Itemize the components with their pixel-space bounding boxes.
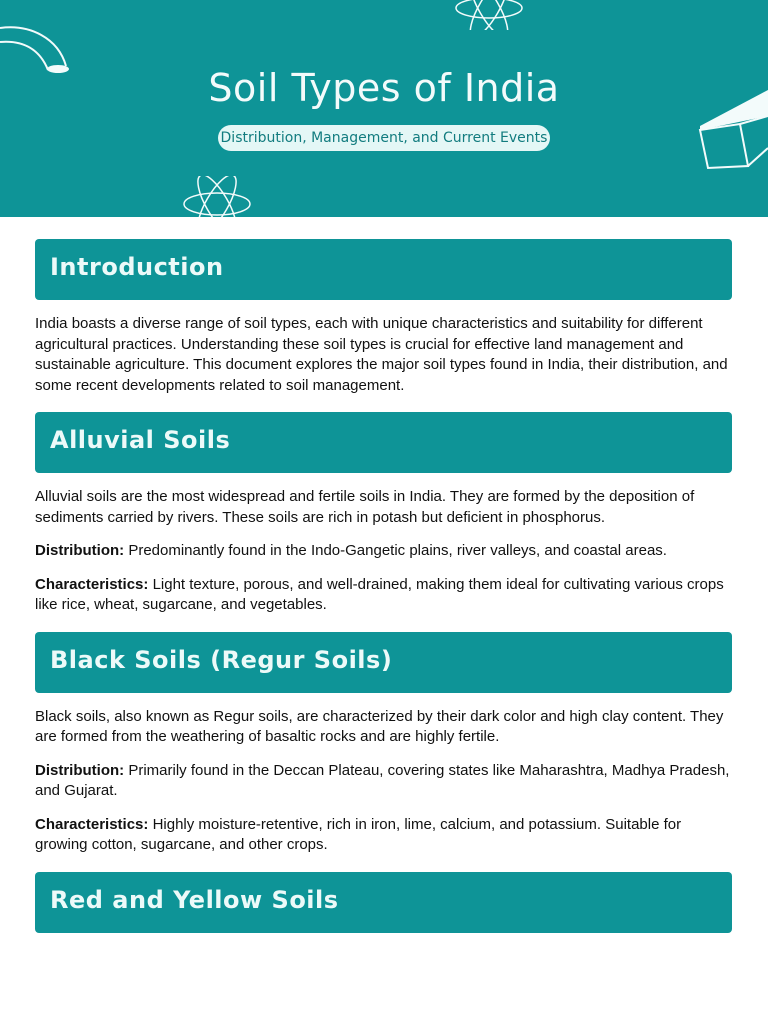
atom-icon	[180, 176, 254, 217]
paragraph-label: Distribution:	[35, 761, 125, 779]
paragraph-label: Distribution:	[35, 542, 125, 559]
section-paragraph	[35, 575, 732, 616]
section-paragraph	[35, 761, 732, 802]
section-heading: Red and Yellow Soils	[35, 872, 732, 933]
atom-icon	[452, 0, 526, 30]
paragraph-text: Primarily found in the Deccan Plateau, covering states like Maharashtra, Madhya Pradesh, and Gujarat.	[35, 761, 730, 799]
section-heading: Alluvial Soils	[35, 412, 732, 473]
page-title: Soil Types of India	[208, 66, 560, 110]
document-body	[35, 239, 732, 933]
section-heading: Black Soils (Regur Soils)	[35, 632, 732, 693]
paragraph-text: Highly moisture-retentive, rich in iron, lime, calcium, and potassium. Suitable for growing cotton, sugarcane, and other crops.	[35, 815, 682, 853]
section-paragraph	[35, 707, 732, 748]
paragraph-text: Alluvial soils are the most widespread and fertile soils in India. They are formed by the deposition of sediments carried by rivers. These soils are rich in potash but deficient in phosphorus.	[35, 488, 695, 526]
header-banner	[0, 0, 768, 217]
section-paragraph	[35, 314, 732, 396]
section-paragraph	[35, 815, 732, 856]
paragraph-text: Black soils, also known as Regur soils, are characterized by their dark color and high clay content. They are formed from the weathering of basaltic rocks and are highly fertile.	[35, 707, 724, 745]
paragraph-label: Characteristics:	[35, 815, 149, 833]
section-introduction	[35, 239, 732, 396]
section-paragraph	[35, 487, 732, 528]
paragraph-label: Characteristics:	[35, 575, 149, 593]
paragraph-text: India boasts a diverse range of soil types, each with unique characteristics and suitability for different agricultural practices. Understanding these soil types is crucial for effective land management and sustainable agriculture. This document explores the major soil types found in India, their distribution, and some recent developments related to soil management.	[35, 315, 728, 394]
section-black-soils	[35, 632, 732, 856]
section-heading: Introduction	[35, 239, 732, 300]
section-alluvial-soils	[35, 412, 732, 616]
section-paragraph	[35, 541, 732, 562]
paragraph-text: Light texture, porous, and well-drained, making them ideal for cultivating various crops like rice, wheat, sugarcane, and vegetables.	[35, 575, 724, 613]
section-red-yellow-soils	[35, 872, 732, 933]
paragraph-text: Predominantly found in the Indo-Gangetic plains, river valleys, and coastal areas.	[128, 542, 667, 559]
subtitle-badge: Distribution, Management, and Current Events	[218, 125, 550, 151]
